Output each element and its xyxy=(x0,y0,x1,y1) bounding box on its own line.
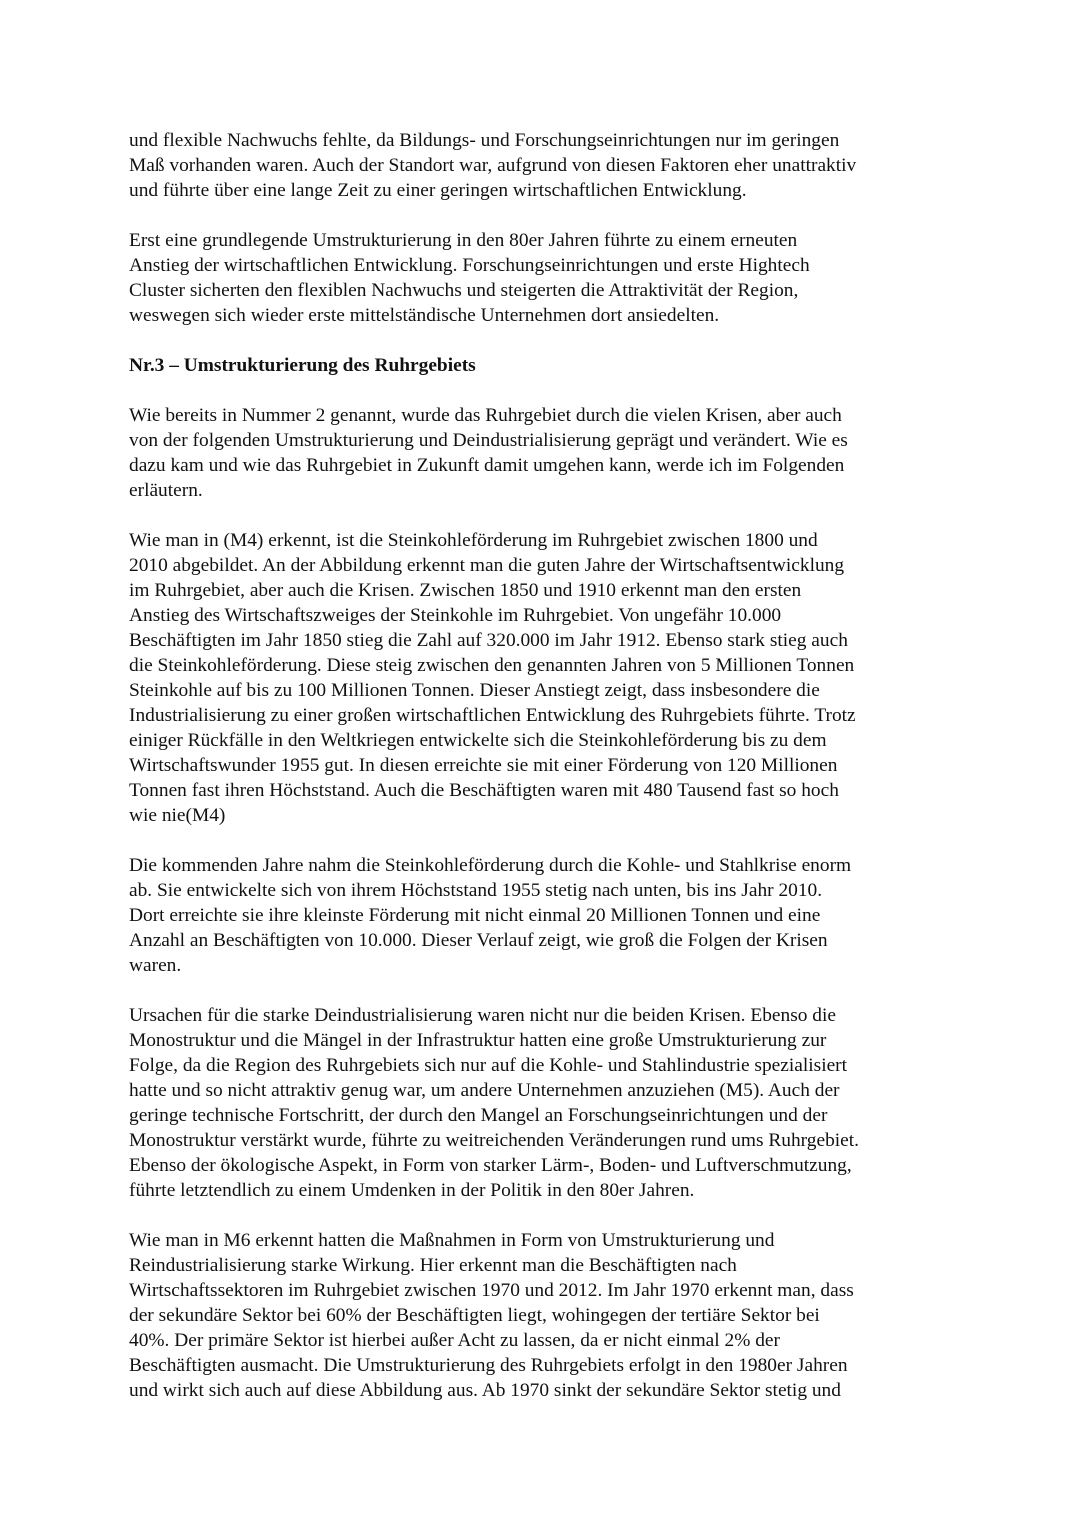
text-line: Dort erreichte sie ihre kleinste Förderung mit nicht einmal 20 Millionen Tonnen und eine xyxy=(129,905,821,926)
text-line: der sekundäre Sektor bei 60% der Beschäftigten liegt, wohingegen der tertiäre Sektor bei xyxy=(129,1305,820,1326)
text-line: Maß vorhanden waren. Auch der Standort war, aufgrund von diesen Faktoren eher unattraktiv xyxy=(129,155,857,176)
text-line: einiger Rückfälle in den Weltkriegen entwickelte sich die Steinkohleförderung bis zu dem xyxy=(129,730,827,751)
paragraph xyxy=(129,128,959,203)
text-line: Cluster sicherten den flexiblen Nachwuchs und steigerten die Attraktivität der Region, xyxy=(129,280,799,301)
text-line: Wie man in M6 erkennt hatten die Maßnahmen in Form von Umstrukturierung und xyxy=(129,1230,775,1251)
text-line: Industrialisierung zu einer großen wirtschaftlichen Entwicklung des Ruhrgebiets führte. Trotz xyxy=(129,705,856,726)
text-line: Wirtschaftswunder 1955 gut. In diesen erreichte sie mit einer Förderung von 120 Millionen xyxy=(129,755,838,776)
text-line: und führte über eine lange Zeit zu einer geringen wirtschaftlichen Entwicklung. xyxy=(129,180,747,201)
text-line: 40%. Der primäre Sektor ist hierbei außer Acht zu lassen, da er nicht einmal 2% der xyxy=(129,1330,780,1351)
text-line: die Steinkohleförderung. Diese steig zwischen den genannten Jahren von 5 Millionen Tonnen xyxy=(129,655,855,676)
text-line: Tonnen fast ihren Höchststand. Auch die Beschäftigten waren mit 480 Tausend fast so hoch xyxy=(129,780,839,801)
text-line: ab. Sie entwickelte sich von ihrem Höchststand 1955 stetig nach unten, bis ins Jahr 2010. xyxy=(129,880,823,901)
intro-section xyxy=(129,128,959,328)
paragraph xyxy=(129,228,959,328)
text-line: 2010 abgebildet. An der Abbildung erkennt man die guten Jahre der Wirtschaftsentwicklung xyxy=(129,555,845,576)
text-line: geringe technische Fortschritt, der durch den Mangel an Forschungseinrichtungen und der xyxy=(129,1105,828,1126)
text-line: Die kommenden Jahre nahm die Steinkohleförderung durch die Kohle- und Stahlkrise enorm xyxy=(129,855,852,876)
text-line: wie nie(M4) xyxy=(129,805,226,826)
text-line: Wie man in (M4) erkennt, ist die Steinkohleförderung im Ruhrgebiet zwischen 1800 und xyxy=(129,530,818,551)
text-line: hatte und so nicht attraktiv genug war, um andere Unternehmen anzuziehen (M5). Auch der xyxy=(129,1080,840,1101)
paragraph xyxy=(129,853,959,978)
text-line: Anstieg der wirtschaftlichen Entwicklung. Forschungseinrichtungen und erste Hightech xyxy=(129,255,810,276)
text-line: erläutern. xyxy=(129,480,203,501)
text-line: Wie bereits in Nummer 2 genannt, wurde das Ruhrgebiet durch die vielen Krisen, aber auch xyxy=(129,405,842,426)
text-line: dazu kam und wie das Ruhrgebiet in Zukunft damit umgehen kann, werde ich im Folgenden xyxy=(129,455,845,476)
text-line: Ebenso der ökologische Aspekt, in Form von starker Lärm-, Boden- und Luftverschmutzung, xyxy=(129,1155,852,1176)
text-line: Monostruktur und die Mängel in der Infrastruktur hatten eine große Umstrukturierung zur xyxy=(129,1030,827,1051)
section-body xyxy=(129,403,959,1403)
text-line: Reindustrialisierung starke Wirkung. Hier erkennt man die Beschäftigten nach xyxy=(129,1255,737,1276)
paragraph xyxy=(129,403,959,503)
text-line: und wirkt sich auch auf diese Abbildung aus. Ab 1970 sinkt der sekundäre Sektor stetig und xyxy=(129,1380,841,1401)
text-line: waren. xyxy=(129,955,182,976)
text-line: weswegen sich wieder erste mittelständische Unternehmen dort ansiedelten. xyxy=(129,305,720,326)
text-line: und flexible Nachwuchs fehlte, da Bildungs- und Forschungseinrichtungen nur im geringen xyxy=(129,130,840,151)
text-line: Anzahl an Beschäftigten von 10.000. Dieser Verlauf zeigt, wie groß die Folgen der Krisen xyxy=(129,930,828,951)
text-line: Beschäftigten ausmacht. Die Umstrukturierung des Ruhrgebiets erfolgt in den 1980er Jahren xyxy=(129,1355,848,1376)
paragraph xyxy=(129,1228,959,1403)
text-line: Steinkohle auf bis zu 100 Millionen Tonnen. Dieser Anstiegt zeigt, dass insbesondere die xyxy=(129,680,820,701)
paragraph xyxy=(129,528,959,828)
text-line: Erst eine grundlegende Umstrukturierung in den 80er Jahren führte zu einem erneuten xyxy=(129,230,798,251)
text-line: Monostruktur verstärkt wurde, führte zu weitreichenden Veränderungen rund ums Ruhrgebiet. xyxy=(129,1130,859,1151)
text-line: Anstieg des Wirtschaftszweiges der Steinkohle im Ruhrgebiet. Von ungefähr 10.000 xyxy=(129,605,782,626)
document-page xyxy=(129,128,959,1428)
text-line: Folge, da die Region des Ruhrgebiets sich nur auf die Kohle- und Stahlindustrie spezialisiert xyxy=(129,1055,848,1076)
section-heading: Nr.3 – Umstrukturierung des Ruhrgebiets xyxy=(129,355,476,376)
text-line: Wirtschaftssektoren im Ruhrgebiet zwischen 1970 und 2012. Im Jahr 1970 erkennt man, dass xyxy=(129,1280,854,1301)
text-line: Ursachen für die starke Deindustrialisierung waren nicht nur die beiden Krisen. Ebenso die xyxy=(129,1005,836,1026)
paragraph xyxy=(129,1003,959,1203)
text-line: von der folgenden Umstrukturierung und Deindustrialisierung geprägt und verändert. Wie es xyxy=(129,430,848,451)
text-line: führte letztendlich zu einem Umdenken in der Politik in den 80er Jahren. xyxy=(129,1180,695,1201)
text-line: Beschäftigten im Jahr 1850 stieg die Zahl auf 320.000 im Jahr 1912. Ebenso stark stieg auch xyxy=(129,630,848,651)
text-line: im Ruhrgebiet, aber auch die Krisen. Zwischen 1850 und 1910 erkennt man den ersten xyxy=(129,580,802,601)
